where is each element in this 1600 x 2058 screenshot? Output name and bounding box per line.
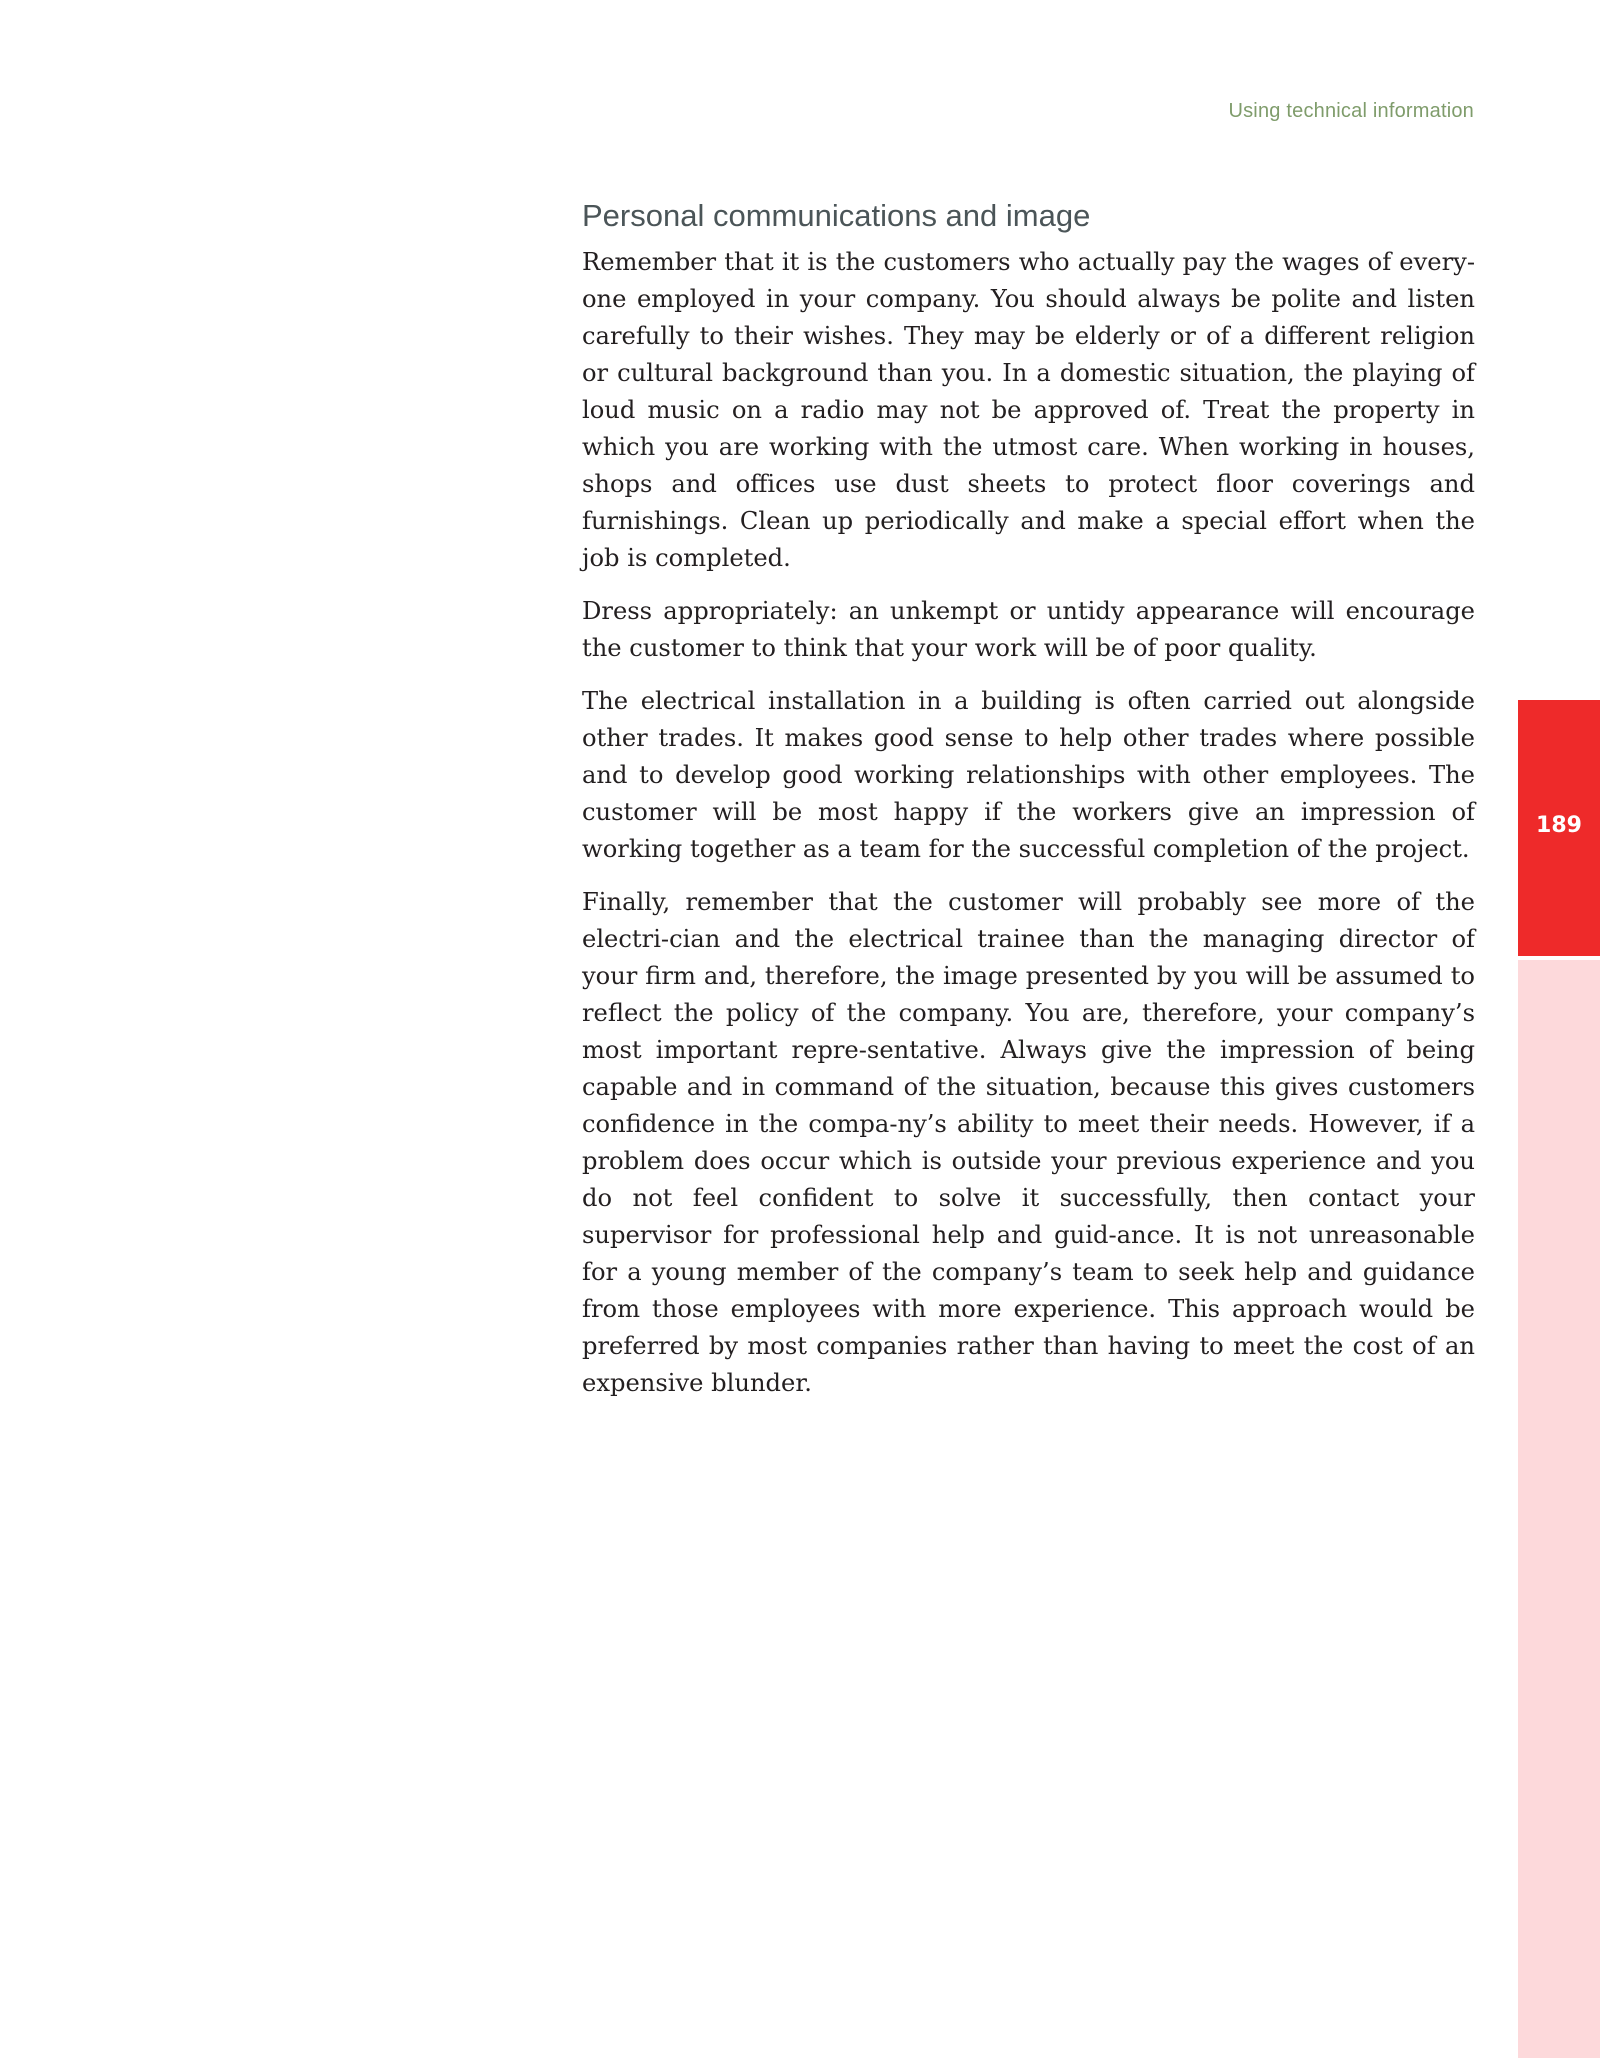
- section-heading: Personal communications and image: [582, 198, 1091, 233]
- body-paragraph: Dress appropriately: an unkempt or untidy appearance will encourage the customer to think that your work will be of poor quality.: [582, 597, 1475, 662]
- body-paragraph: Finally, remember that the customer will probably see more of the electri-cian and the electrical trainee than the managing director of your firm and, therefore, the image presented by you will be assumed to reflect the policy of the company. You are, therefore, your company’s most important repre-sentative. Always give the impression of being capable and in command of the situation, because this gives customers confidence in the compa-ny’s ability to meet their needs. However, if a problem does occur which is outside your previous experience and you do not feel confident to solve it successfully, then contact your supervisor for professional help and guid-ance. It is not unreasonable for a young member of the company’s team to seek help and guidance from those employees with more experience. This approach would be preferred by most companies rather than having to meet the cost of an expensive blunder.: [582, 888, 1475, 1397]
- body-paragraph: Remember that it is the customers who actually pay the wages of every-one employed in your company. You should always be polite and listen carefully to their wishes. They may be elderly or of a different religion or cultural background than you. In a domestic situation, the playing of loud music on a radio may not be approved of. Treat the property in which you are working with the utmost care. When working in houses, shops and offices use dust sheets to protect floor coverings and furnishings. Clean up periodically and make a special effort when the job is completed.: [582, 248, 1475, 572]
- running-header: Using technical information: [1228, 100, 1474, 122]
- main-content: [582, 196, 1475, 1418]
- page-number: 189: [1536, 812, 1582, 838]
- body-paragraph: The electrical installation in a building is often carried out alongside other trades. It makes good sense to help other trades where possible and to develop good working relationships with other employees. The customer will be most happy if the workers give an impression of working together as a team for the successful completion of the project.: [582, 687, 1475, 863]
- thumb-tab-active: [1518, 700, 1600, 956]
- thumb-tab-upper: [1518, 0, 1600, 700]
- thumb-tab-lower: [1518, 960, 1600, 2058]
